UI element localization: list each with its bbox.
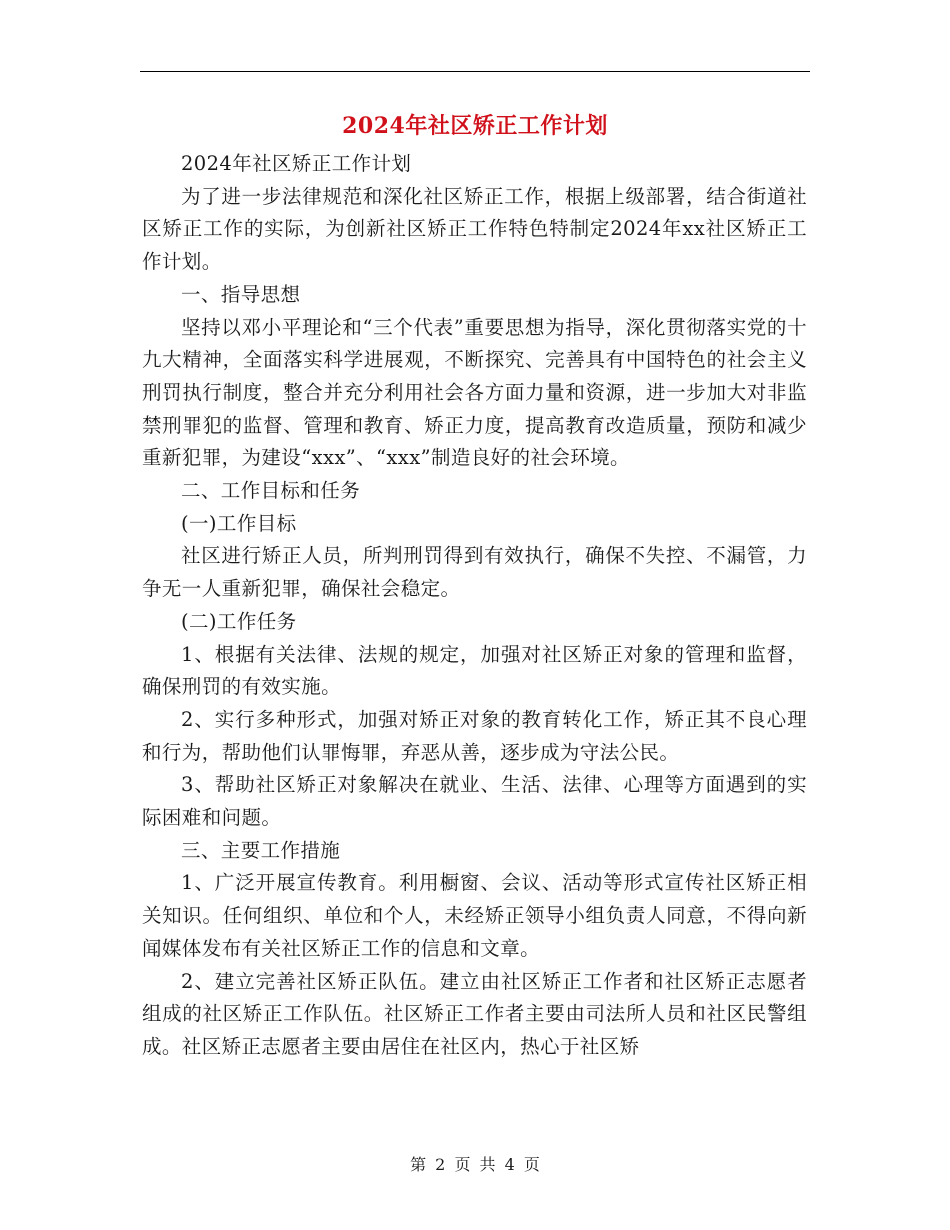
document-title: 2024年社区矫正工作计划 xyxy=(342,113,608,139)
header-rule xyxy=(140,71,810,72)
paragraph-task-2: 2、实行多种形式，加强对矫正对象的教育转化工作，矫正其不良心理和行为，帮助他们认罪悔罪，弃恶从善，逐步成为守法公民。 xyxy=(142,707,807,764)
page-footer: 第 2 页 共 4 页 xyxy=(410,1155,540,1174)
document-body xyxy=(142,148,807,1064)
section-heading-guiding-ideology: 一、指导思想 xyxy=(181,282,301,306)
paragraph-measure-2: 2、建立完善社区矫正队伍。建立由社区矫正工作者和社区矫正志愿者组成的社区矫正工作队伍。社区矫正工作者主要由司法所人员和社区民警组成。社区矫正志愿者主要由居住在社区内，热心于社区矫 xyxy=(142,969,807,1058)
paragraph-subtitle: 2024年社区矫正工作计划 xyxy=(181,152,412,175)
paragraph-goals: 社区进行矫正人员，所判刑罚得到有效执行，确保不失控、不漏管，力争无一人重新犯罪，确保社会稳定。 xyxy=(142,544,807,601)
subsection-heading-tasks: (二)工作任务 xyxy=(181,609,297,633)
section-heading-goals-tasks: 二、工作目标和任务 xyxy=(181,479,361,503)
paragraph-guiding-ideology: 坚持以邓小平理论和“三个代表”重要思想为指导，深化贯彻落实党的十九大精神，全面落实科学进展观，不断探究、完善具有中国特色的社会主义刑罚执行制度，整合并充分利用社会各方面力量和资源，进一步加大对非监禁刑罪犯的监督、管理和教育、矫正力度，提高教育改造质量，预防和减少重新犯罪，为建设“xxx”、“xxx”制造良好的社会环境。 xyxy=(142,315,807,470)
paragraph-task-3: 3、帮助社区矫正对象解决在就业、生活、法律、心理等方面遇到的实际困难和问题。 xyxy=(142,773,807,830)
paragraph-task-1: 1、根据有关法律、法规的规定，加强对社区矫正对象的管理和监督，确保刑罚的有效实施。 xyxy=(142,642,807,699)
section-heading-measures: 三、主要工作措施 xyxy=(181,838,341,862)
subsection-heading-goals: (一)工作目标 xyxy=(181,511,297,535)
paragraph-intro: 为了进一步法律规范和深化社区矫正工作，根据上级部署，结合街道社区矫正工作的实际，为创新社区矫正工作特色特制定2024年xx社区矫正工作计划。 xyxy=(142,184,807,274)
paragraph-measure-1: 1、广泛开展宣传教育。利用橱窗、会议、活动等形式宣传社区矫正相关知识。任何组织、单位和个人，未经矫正领导小组负责人同意，不得向新闻媒体发布有关社区矫正工作的信息和文章。 xyxy=(142,871,807,960)
